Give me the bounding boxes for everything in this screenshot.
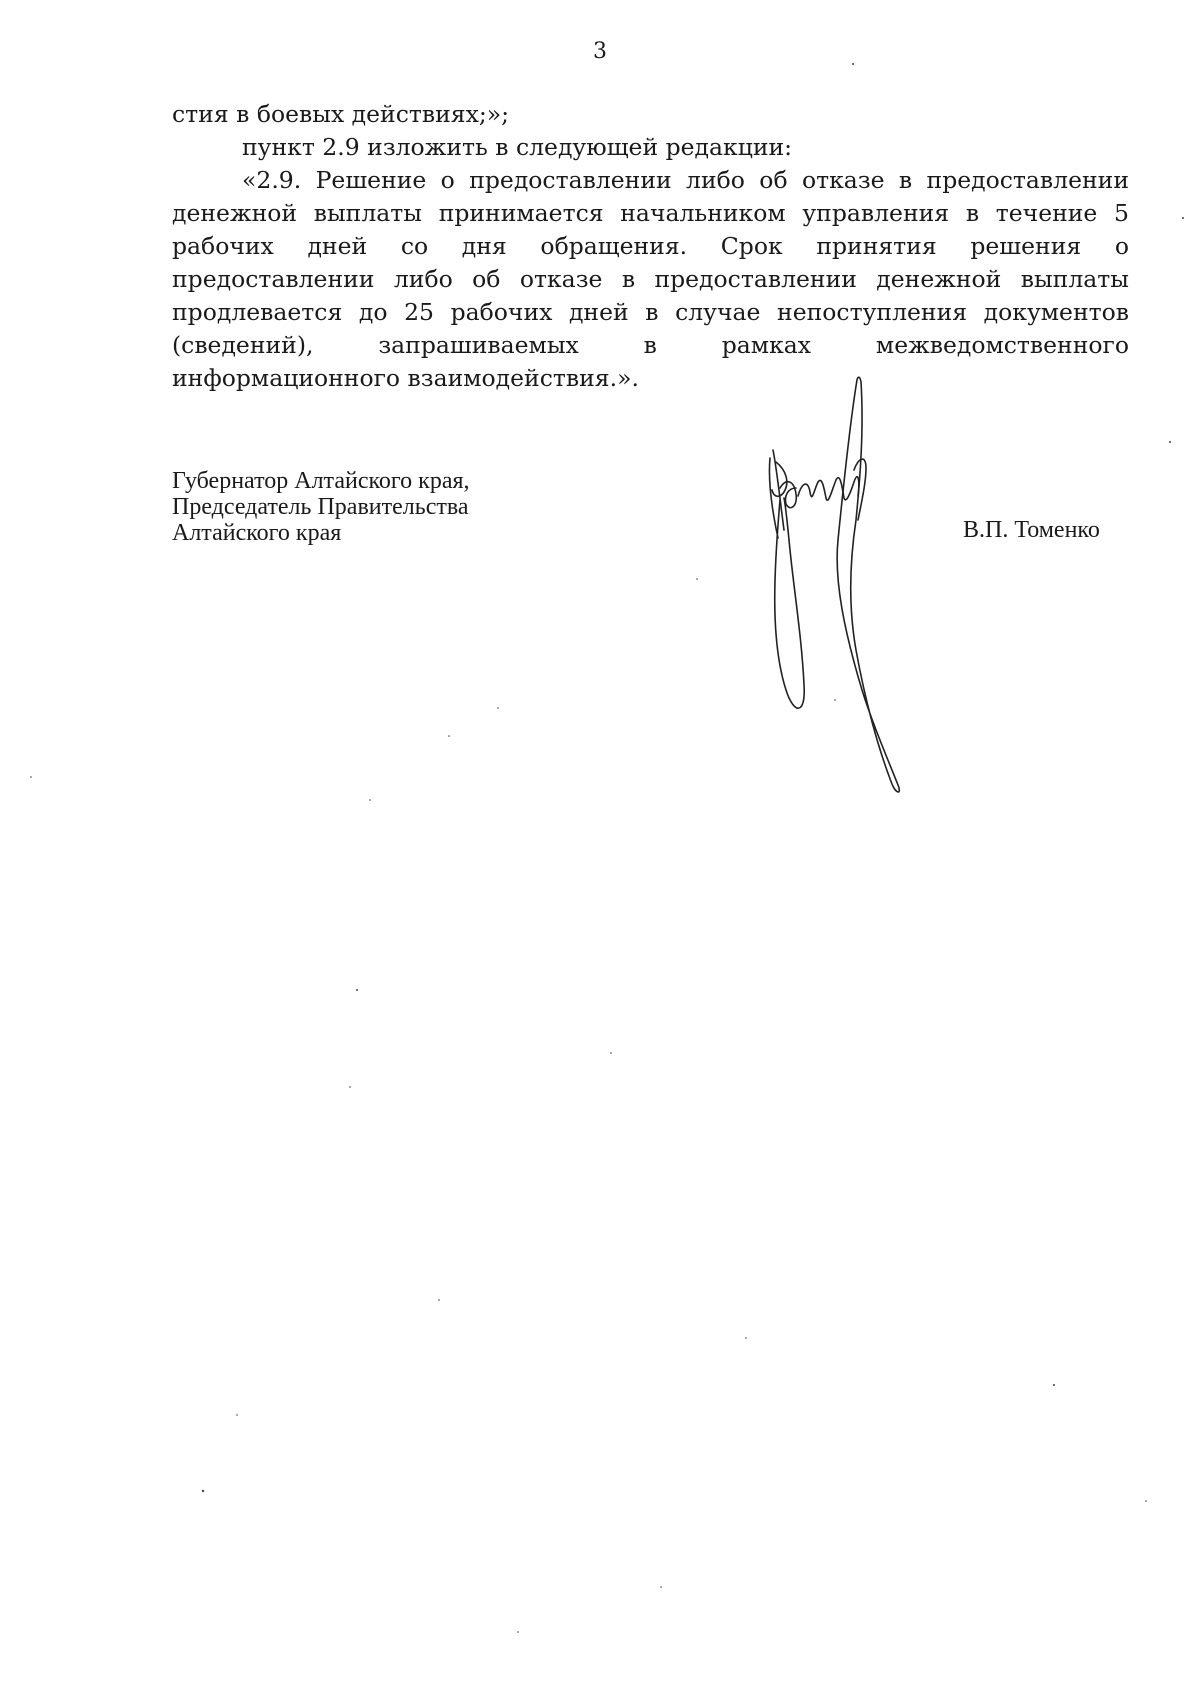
paragraph-continuation: стия в боевых действиях;»; — [172, 100, 510, 128]
paragraph-clause-2-9: «2.9. Решение о предоставлении либо об отказе в предоставлении денежной выплаты принимается начальником управления в течение 5 рабочих дней со дня обращения. Срок принятия решения о предоставлении либо об отказе в предоставлении денежной выплаты продлевается до 25 рабочих дней в случае непоступления документов (сведений), запрашиваемых в рамках межведомственного информационного взаимодействия.». — [172, 166, 1129, 392]
document-body — [172, 98, 1129, 395]
signatory-title-line-2: Председатель Правительства — [172, 494, 469, 520]
signatory-title-line-1: Губернатор Алтайского края, — [172, 468, 470, 494]
handwritten-signature — [740, 370, 960, 800]
page-number: 3 — [593, 39, 607, 64]
signatory-title — [172, 468, 470, 546]
signer-name: В.П. Томенко — [963, 517, 1100, 543]
paragraph-amendment-intro: пункт 2.9 изложить в следующей редакции: — [242, 133, 793, 161]
signatory-title-line-3: Алтайского края — [172, 520, 342, 546]
